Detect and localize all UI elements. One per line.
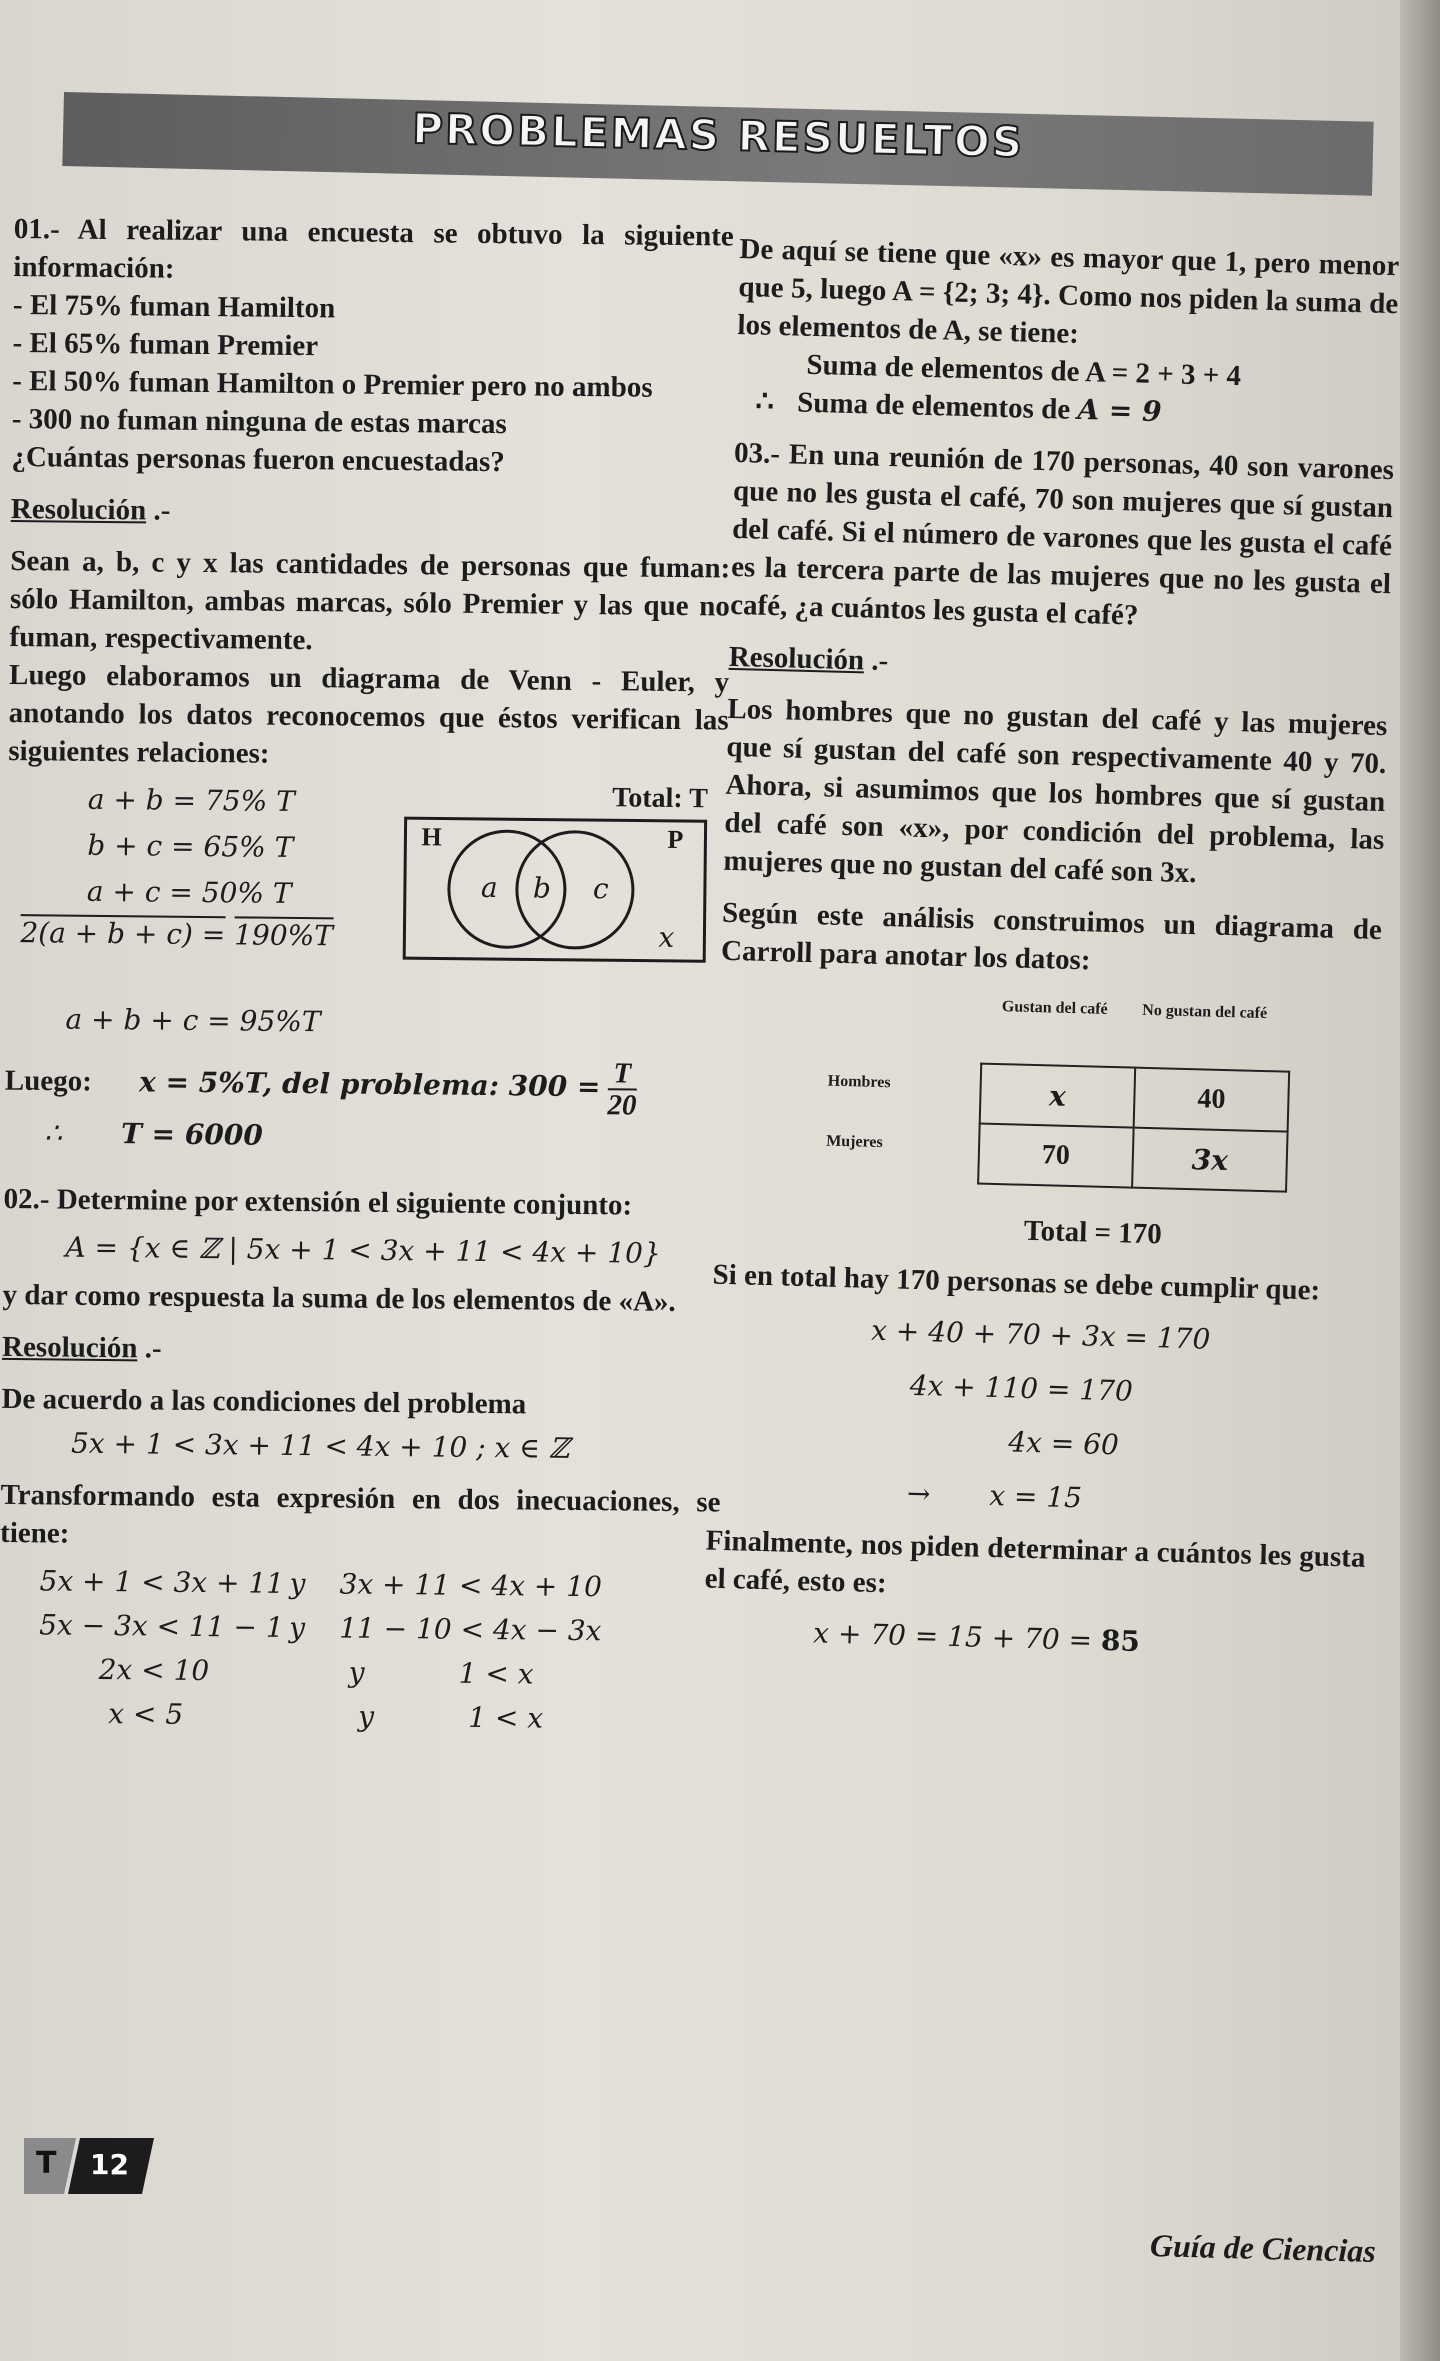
table-cell: 70 [978,1124,1134,1188]
problem-2-ask: y dar como respuesta la suma de los elementos de «A». [2,1278,676,1318]
page-edge [1400,0,1440,2361]
inequality-row: 2x < 10 y 1 < x [98,1652,534,1691]
inequality-row: x < 5 y 1 < x [108,1697,544,1735]
sum-expression: Suma de elementos de A = 2 + 3 + 4 [806,348,1242,393]
carroll-col-header: Gustan del café [1001,998,1108,1018]
problem-1-text: Sean a, b, c y x las cantidades de personas que fuman: sólo Hamilton, ambas marcas, sólo Premier y las que no fuman, respectivamente. [9,544,731,657]
equation: a + b = 75% T [87,782,295,818]
problem-3-text: Si en total hay 170 personas se debe cumplir que: [712,1258,1321,1307]
carroll-table [977,1063,1290,1193]
equation-total: a + b + c = 95%T [65,1002,321,1039]
right-column [703,230,1400,1667]
carroll-row-header: Hombres [827,1072,891,1092]
problem-2-inequality: 5x + 1 < 3x + 11 < 4x + 10 ; x ∈ ℤ [70,1426,570,1465]
sum-result: ∴ Suma de elementos de A = 9 [755,385,1163,429]
equation: 4x = 60 [1007,1425,1120,1462]
carroll-row-header: Mujeres [825,1132,883,1152]
page-title: PROBLEMAS RESUELTOS [411,103,1025,167]
problem-1-item: - El 50% fuman Hamilton o Premier pero no ambos [12,364,653,404]
page-number-badge [24,2138,154,2194]
page-letter: T [36,2146,57,2181]
table-row [980,1064,1289,1132]
inequality-row: 5x + 1 < 3x + 11 y 3x + 11 < 4x + 10 [39,1564,603,1604]
venn-diagram [396,784,718,977]
venn-region-a: a [480,870,498,905]
problem-3-statement: 03.- En una reunión de 170 personas, 40 son varones que no les gusta el café, 70 son mujeres que sí gustan del café. Si el número de varones que les gusta el café es la tercera parte de las mujeres que no les gusta el café, ¿a cuántos les gusta el café? [729,436,1395,632]
problem-3-text: Según este análisis construimos un diagrama de Carroll para anotar los datos: [720,896,1383,977]
carroll-col-header: No gustan del café [1142,1001,1268,1023]
table-cell: 40 [1134,1068,1290,1132]
problem-1-item: - 300 no fuman ninguna de estas marcas [11,402,507,441]
problem-2-set: A = {x ∈ ℤ | 5x + 1 < 3x + 11 < 4x + 10} [65,1230,661,1270]
table-cell: x [980,1064,1136,1128]
problem-1-result: ∴ T = 6000 [44,1116,263,1152]
problem-1-item: - El 65% fuman Premier [12,326,319,363]
problem-1-statement: 01.- Al realizar una encuesta se obtuvo la siguiente información: [13,212,734,285]
carroll-diagram [715,984,1381,1221]
venn-region-c: c [592,872,609,906]
problem-2-continuation: De aquí se tiene que «x» es mayor que 1, pero menor que 5, luego A = {2; 3; 4}. Como nos piden la suma de los elementos de A, se tiene: [737,232,1400,350]
problem-1-question: ¿Cuántas personas fueron encuestadas? [11,440,505,479]
problem-1-resolution-heading: Resolución .- [10,492,171,527]
table-row [978,1124,1287,1192]
equation: 4x + 110 = 170 [909,1368,1134,1408]
venn-set-p-label: P [667,824,684,855]
problem-1-text: Luego elaboramos un diagrama de Venn - Euler, y anotando los datos reconocemos que éstos verifican las siguientes relaciones: [8,658,730,770]
left-column [0,210,734,1747]
equation: b + c = 65% T [87,828,294,864]
venn-set-h-label: H [421,822,442,852]
inequality-steps [0,1564,720,1748]
problem-3-text: Los hombres que no gustan del café y las mujeres que sí gustan del café son respectivamente 40 y 70. Ahora, si asumimos que los hombres que sí gustan del café son «x», por condición del problema, las mujeres que no gustan del café son 3x. [723,692,1388,890]
inequality-row: 5x − 3x < 11 − 1 y 11 − 10 < 4x − 3x [39,1608,602,1648]
equation: x + 40 + 70 + 3x = 170 [870,1313,1211,1356]
equation: a + c = 50% T [86,874,292,910]
problem-2-resolution-heading: Resolución .- [1,1330,162,1365]
problem-3-resolution-heading: Resolución .- [728,640,889,678]
table-cell: 3x [1132,1128,1288,1192]
problem-1-item: - El 75% fuman Hamilton [12,288,336,325]
page-number: 12 [90,2148,129,2181]
equation-sum: 2(a + b + c) = 190%T [20,916,334,953]
footer-title: Guía de Ciencias [1149,2227,1377,2269]
equation: → x = 15 [906,1476,1083,1515]
problem-2-text: De acuerdo a las condiciones del problema [1,1382,527,1421]
carroll-total: Total = 170 [1023,1214,1163,1251]
venn-region-x: x [658,920,675,954]
problem-1-relations [6,780,728,1008]
arrow-icon: → [906,1476,931,1511]
problem-3-text: Finalmente, nos piden determinar a cuántos les gusta el café, esto es: [704,1524,1366,1600]
problem-2-statement: 02.- Determine por extensión el siguiente conjunto: [3,1182,633,1222]
venn-region-b: b [532,871,552,905]
venn-total-label: Total: T [612,782,709,815]
final-equation: x + 70 = 15 + 70 = 85 [812,1616,1141,1658]
problem-2-text: Transformando esta expresión en dos inecuaciones, se tiene: [0,1478,721,1550]
problem-1-conclusion: Luego: x = 5%T, del problema: 300 = $\frac{T}{20}$ [4,1057,637,1122]
